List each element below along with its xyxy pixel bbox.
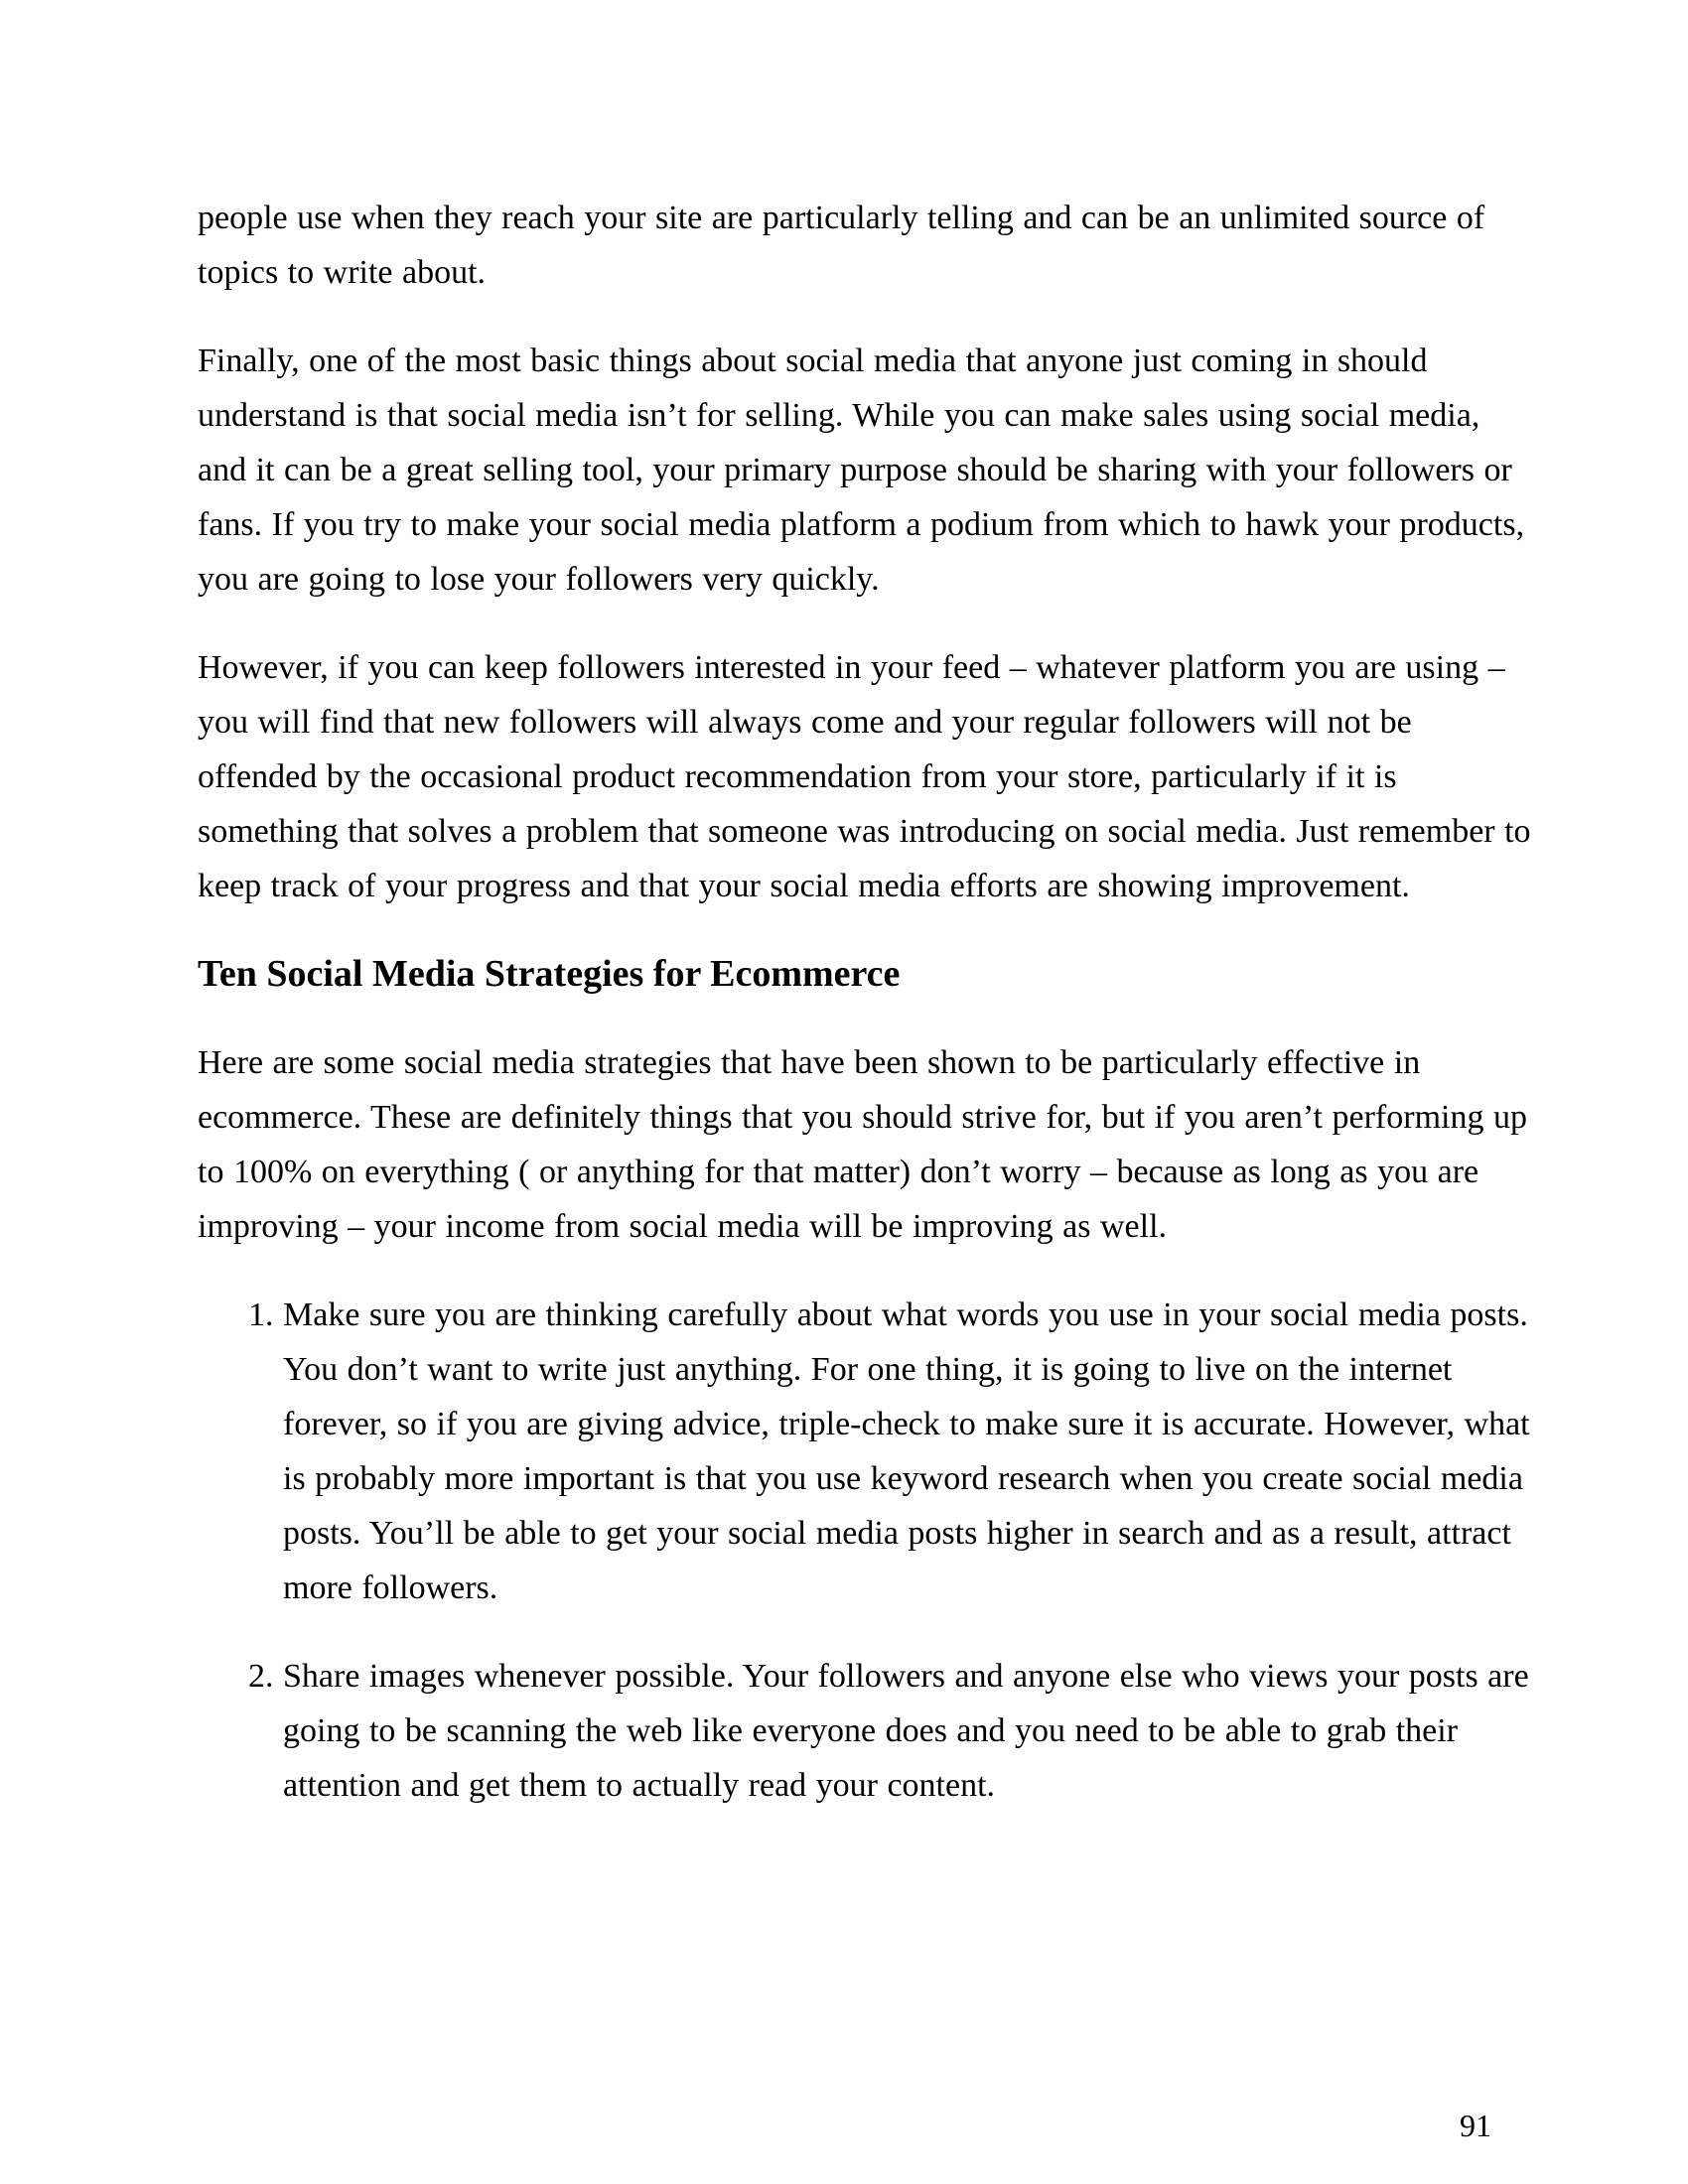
paragraph-however: However, if you can keep followers interested in your feed – whatever platform you are using – you will find that new followers will always come and your regular followers will not be offended by the occasional product recommendation from your store, particularly if it is something that solves a problem that someone was introducing on social media. Just remember to keep track of your progress and that your social media efforts are showing improvement.	[198, 649, 1531, 904]
strategies-list	[198, 1288, 1533, 1813]
page-number: 91	[1460, 2108, 1491, 2143]
list-item-2	[198, 1649, 1533, 1813]
paragraph-continuation: people use when they reach your site are particularly telling and can be an unlimited source of topics to write about.	[198, 200, 1485, 291]
page-content	[198, 191, 1533, 1846]
list-item-2-number: 2.	[248, 1658, 274, 1695]
paragraph-intro: Here are some social media strategies that have been shown to be particularly effective in ecommerce. These are definitely things that you should strive for, but if you aren’t performing up to 100% on everything ( or anything for that matter) don’t worry – because as long as you are improving – your income from social media will be improving as well.	[198, 1044, 1527, 1245]
list-item-1-number: 1.	[248, 1297, 274, 1333]
list-item-2-text: Share images whenever possible. Your followers and anyone else who views your posts are going to be scanning the web like everyone does and you need to be able to grab their attention and get them to actually read your content.	[283, 1658, 1529, 1804]
list-item-1	[198, 1288, 1533, 1615]
paragraph-finally: Finally, one of the most basic things about social media that anyone just coming in should understand is that social media isn’t for selling. While you can make sales using social media, and it can be a great selling tool, your primary purpose should be sharing with your followers or fans. If you try to make your social media platform a podium from which to hawk your products, you are going to lose your followers very quickly.	[198, 342, 1525, 598]
section-heading: Ten Social Media Strategies for Ecommerce	[198, 953, 901, 995]
list-item-1-text: Make sure you are thinking carefully about what words you use in your social media posts. You don’t want to write just anything. For one thing, it is going to live on the internet forever, so if you are giving advice, triple-check to make sure it is accurate. However, what is probably more important is that you use keyword research when you create social media posts. You’ll be able to get your social media posts higher in search and as a result, attract more followers.	[283, 1297, 1530, 1606]
